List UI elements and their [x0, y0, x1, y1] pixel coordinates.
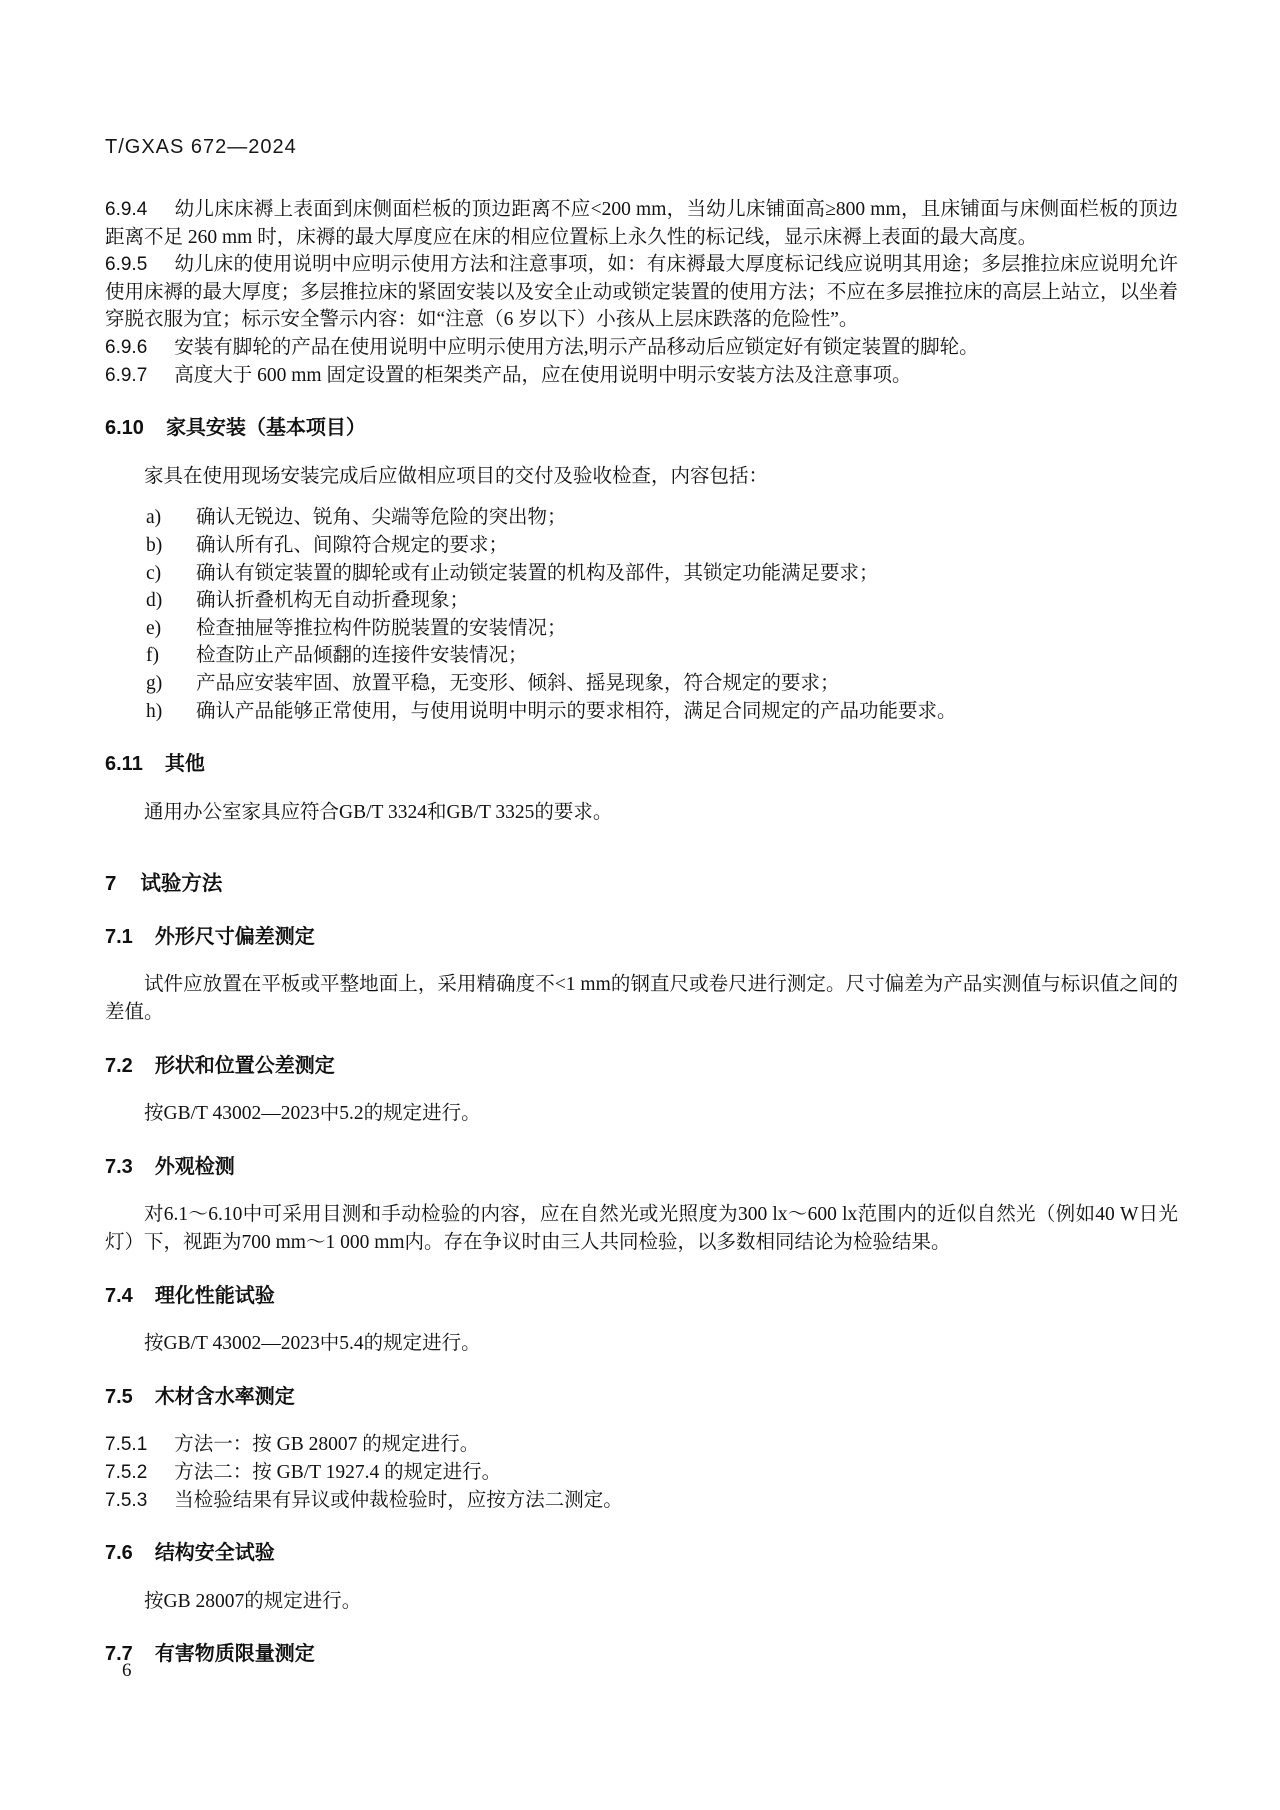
heading-title: 外观检测: [154, 1155, 235, 1178]
list-item-e: [105, 615, 1178, 643]
list-item-b: [105, 532, 1178, 560]
heading-6-11: [105, 751, 1178, 779]
heading-title: 形状和位置公差测定: [154, 1054, 335, 1077]
heading-title: 有害物质限量测定: [154, 1643, 315, 1666]
heading-title: 理化性能试验: [154, 1284, 275, 1307]
clause-number: 6.9.7: [105, 364, 148, 386]
clause-number: 6.9.5: [105, 254, 148, 276]
clause-text: 高度大于 600 mm 固定设置的柜架类产品，应在使用说明中明示安装方法及注意事项。: [174, 364, 912, 386]
section-7-6-body: 按GB 28007的规定进行。: [144, 1590, 362, 1612]
list-item-text: 检查防止产品倾翻的连接件安装情况；: [196, 645, 528, 667]
heading-7-3: [105, 1154, 1178, 1182]
heading-title: 其他: [164, 753, 205, 776]
list-item-text: 检查抽屉等推拉构件防脱装置的安装情况；: [196, 617, 567, 639]
heading-7-6: [105, 1540, 1178, 1568]
list-item-text: 确认产品能够正常使用，与使用说明中明示的要求相符，满足合同规定的产品功能要求。: [196, 700, 957, 722]
section-7-3-body: 对6.1～6.10中可采用目测和手动检验的内容，应在自然光或光照度为300 lx～600 lx范围内的近似自然光（例如40 W日光灯）下，视距为700 mm～1 000 mm内。存在争议时由三人共同检验，以多数相同结论为检验结果。: [105, 1204, 1178, 1254]
list-item-text: 确认有锁定装置的脚轮或有止动锁定装置的机构及部件，其锁定功能满足要求；: [196, 562, 879, 584]
clause-text: 幼儿床的使用说明中应明示使用方法和注意事项，如：有床褥最大厚度标记线应说明其用途；多层推拉床应说明允许使用床褥的最大厚度；多层推拉床的紧固安装以及安全止动或锁定装置的使用方法；不应在多层推拉床的高层上站立，以坐着穿脱衣服为宜；标示安全警示内容：如“注意（6 岁以下）小孩从上层床跌落的危险性”。: [105, 254, 1178, 331]
heading-7: [105, 870, 1178, 898]
page-number: 6: [122, 1660, 132, 1681]
list-item-text: 产品应安装牢固、放置平稳，无变形、倾斜、摇晃现象，符合规定的要求；: [196, 672, 840, 694]
list-item-f: [105, 642, 1178, 670]
clause-number: 7.5.1: [105, 1434, 148, 1456]
heading-7-5: [105, 1384, 1178, 1412]
list-item-text: 确认所有孔、间隙符合规定的要求；: [196, 534, 509, 556]
list-item-g: [105, 670, 1178, 698]
list-item-label: g): [146, 672, 163, 694]
list-item-a: [105, 504, 1178, 532]
list-item-h: [105, 698, 1178, 726]
clause-text: 方法一：按 GB 28007 的规定进行。: [174, 1434, 480, 1456]
heading-7-1: [105, 924, 1178, 952]
clause-number: 6.9.6: [105, 336, 148, 358]
list-item-label: f): [146, 645, 159, 667]
list-item-c: [105, 560, 1178, 588]
section-7-2-body: 按GB/T 43002—2023中5.2的规定进行。: [144, 1103, 481, 1125]
clause-6-9-4: [105, 196, 1178, 251]
clause-6-9-6: [105, 334, 1178, 362]
list-item-d: [105, 587, 1178, 615]
heading-number: 7.7: [105, 1643, 133, 1666]
list-item-label: e): [146, 617, 162, 639]
heading-title: 木材含水率测定: [154, 1385, 295, 1408]
heading-number: 7.4: [105, 1284, 133, 1307]
document-code: T/GXAS 672—2024: [105, 136, 297, 158]
section-7-1-body: 试件应放置在平板或平整地面上，采用精确度不<1 mm的钢直尺或卷尺进行测定。尺寸偏差为产品实测值与标识值之间的差值。: [105, 974, 1178, 1024]
clause-text: 当检验结果有异议或仲裁检验时，应按方法二测定。: [174, 1489, 623, 1511]
heading-number: 7.2: [105, 1054, 133, 1077]
heading-6-10: [105, 415, 1178, 443]
heading-title: 家具安装（基本项目）: [165, 417, 366, 440]
document-body: [105, 196, 1178, 1689]
clause-6-9-7: [105, 362, 1178, 390]
clause-text: 方法二：按 GB/T 1927.4 的规定进行。: [174, 1462, 502, 1483]
section-7-4-body: 按GB/T 43002—2023中5.4的规定进行。: [144, 1333, 481, 1355]
heading-7-7: [105, 1641, 1178, 1669]
clause-7-5-3: [105, 1487, 1178, 1515]
heading-number: 6.11: [105, 753, 143, 776]
list-item-text: 确认无锐边、锐角、尖端等危险的突出物；: [196, 507, 567, 529]
section-6-11-body: 通用办公室家具应符合GB/T 3324和GB/T 3325的要求。: [144, 801, 613, 823]
list-item-label: a): [146, 507, 162, 529]
heading-7-4: [105, 1283, 1178, 1311]
clause-number: 7.5.2: [105, 1462, 148, 1483]
list-item-label: c): [146, 562, 162, 584]
heading-number: 7: [105, 872, 117, 896]
clause-6-9-5: [105, 251, 1178, 334]
heading-title: 结构安全试验: [154, 1542, 275, 1565]
clause-7-5-1: [105, 1431, 1178, 1459]
clause-7-5-2: [105, 1459, 1178, 1487]
heading-title: 外形尺寸偏差测定: [154, 925, 315, 948]
section-6-10-intro: 家具在使用现场安装完成后应做相应项目的交付及验收检查，内容包括：: [144, 465, 769, 487]
clause-number: 6.9.4: [105, 199, 148, 220]
heading-number: 7.3: [105, 1155, 133, 1178]
clause-number: 7.5.3: [105, 1489, 148, 1511]
list-item-label: d): [146, 590, 163, 612]
clause-text: 安装有脚轮的产品在使用说明中应明示使用方法,明示产品移动后应锁定好有锁定装置的脚轮。: [174, 336, 979, 358]
list-item-text: 确认折叠机构无自动折叠现象；: [196, 590, 470, 612]
list-item-label: h): [146, 700, 163, 722]
heading-number: 7.1: [105, 925, 133, 948]
heading-number: 6.10: [105, 417, 144, 440]
heading-title: 试验方法: [140, 872, 223, 896]
heading-7-2: [105, 1053, 1178, 1081]
list-item-label: b): [146, 534, 163, 556]
heading-number: 7.5: [105, 1385, 133, 1408]
heading-number: 7.6: [105, 1542, 133, 1565]
clause-text: 幼儿床床褥上表面到床侧面栏板的顶边距离不应<200 mm，当幼儿床铺面高≥800 mm，且床铺面与床侧面栏板的顶边距离不足 260 mm 时，床褥的最大厚度应在床的相应位置标上永久性的标记线，显示床褥上表面的最大高度。: [105, 199, 1178, 248]
